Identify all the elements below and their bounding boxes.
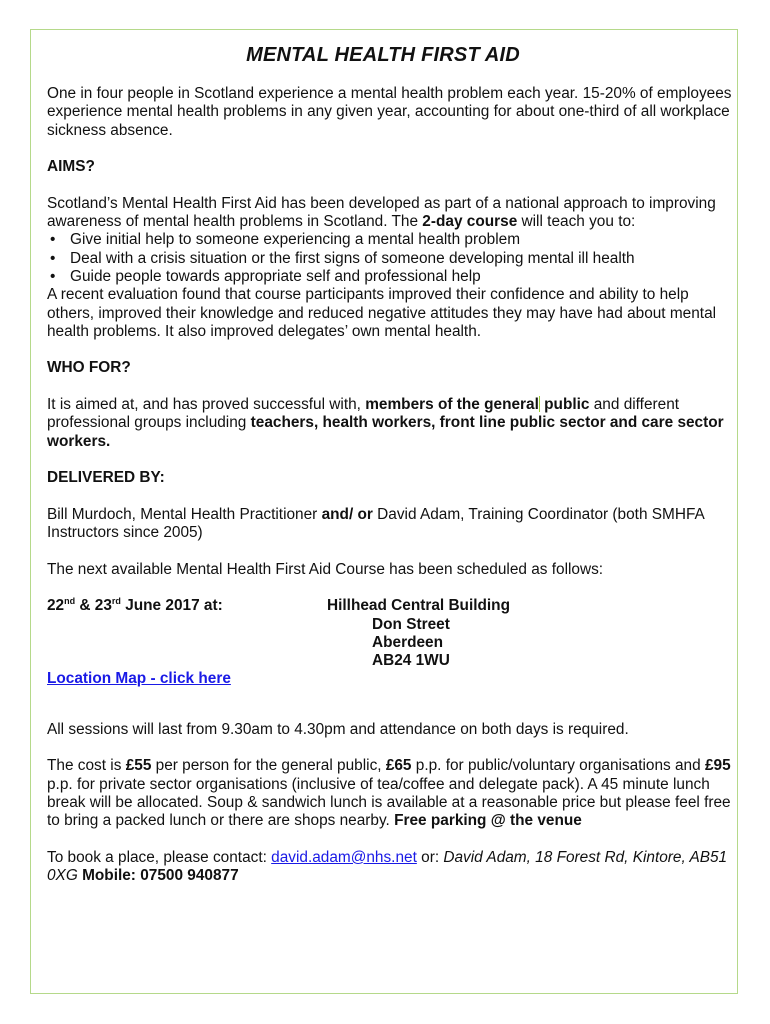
booking-text: To book a place, please contact: [47, 848, 272, 866]
aims-list [47, 231, 737, 286]
document-body [47, 42, 737, 885]
aims-text-end: will teach you to: [517, 213, 636, 231]
venue-street: Don Street [372, 615, 450, 633]
aims-text: Scotland’s Mental Health First Aid has been developed as part of a national approach to improving awareness of mental health problems in Scotland. The [47, 194, 716, 231]
contact-address: David Adam, 18 Forest Rd, Kintore, AB51 0XG [47, 848, 728, 884]
delivered-by-text-2: David Adam, Training Coordinator (both SMHFA Instructors since 2005) [47, 505, 704, 542]
price-public: £55 [125, 757, 152, 775]
course-date [47, 597, 223, 615]
venue-name: Hillhead Central Building [327, 597, 510, 615]
intro-paragraph: One in four people in Scotland experience a mental health problem each year. 15-20% of employees experience mental health problems in any given year, accounting for about one-third of all workplace sickness absence. [47, 85, 732, 139]
date-day1: 22 [47, 597, 65, 615]
price-private: £95 [704, 757, 731, 775]
evaluation-paragraph: A recent evaluation found that course participants improved their confidence and ability to help others, improved their knowledge and reduced negative attitudes they may have had about mental health problems. It also improved delegates’ own mental health. [47, 286, 717, 340]
parking-note: Free parking @ the venue [394, 812, 582, 830]
date-sup1: nd [64, 596, 76, 607]
bullet-icon: • [50, 231, 56, 249]
who-for-heading: WHO FOR? [47, 359, 131, 377]
venue-postcode: AB24 1WU [372, 652, 450, 670]
schedule-block [47, 597, 737, 670]
booking-or: or: [416, 848, 444, 866]
venue-city: Aberdeen [372, 633, 443, 651]
next-course-paragraph: The next available Mental Health First Aid Course has been scheduled as follows: [47, 560, 604, 578]
cost-text-3: p.p. for public/voluntary organisations and [411, 757, 705, 775]
cost-text: The cost is [47, 757, 126, 775]
audience-professionals: teachers, health workers, front line public sector and care sector workers. [47, 414, 724, 450]
bullet-icon: • [50, 249, 56, 267]
sessions-paragraph: All sessions will last from 9.30am to 4.30pm and attendance on both days is required. [47, 720, 629, 738]
cost-paragraph [47, 757, 737, 830]
bullet-icon: • [50, 267, 56, 285]
email-link[interactable]: david.adam@nhs.net [271, 848, 417, 866]
who-for-text: It is aimed at, and has proved successful with, [47, 396, 366, 414]
course-length: 2-day course [422, 213, 518, 231]
date-month: June 2017 at: [120, 597, 223, 615]
list-item [47, 268, 737, 286]
aims-heading: AIMS? [47, 158, 95, 176]
aims-paragraph [47, 195, 737, 232]
who-for-text-2: and different professional groups including [47, 396, 680, 432]
price-voluntary: £65 [385, 757, 412, 775]
date-day2: & 23 [75, 597, 112, 615]
booking-paragraph [47, 849, 737, 886]
list-item-text: Give initial help to someone experiencing a mental health problem [70, 231, 521, 249]
delivered-by-text: Bill Murdoch, Mental Health Practitioner [47, 505, 322, 523]
location-map-link[interactable]: Location Map - click here [47, 670, 231, 688]
list-item [47, 231, 737, 249]
cost-text-2: per person for the general public, [151, 757, 386, 775]
audience-public: public [539, 396, 590, 414]
contact-mobile: Mobile: 07500 940877 [77, 866, 239, 884]
who-for-paragraph [47, 396, 737, 451]
date-sup2: rd [111, 596, 121, 607]
and-or-text: and/ or [321, 505, 373, 523]
list-item [47, 250, 737, 268]
delivered-by-heading: DELIVERED BY: [47, 469, 165, 487]
delivered-by-paragraph [47, 506, 737, 543]
audience-general: members of the general [365, 396, 539, 414]
list-item-text: Deal with a crisis situation or the first signs of someone developing mental ill health [70, 249, 635, 267]
list-item-text: Guide people towards appropriate self and professional help [70, 267, 481, 285]
page-title: MENTAL HEALTH FIRST AID [246, 44, 520, 66]
cost-text-4: p.p. for private sector organisations (inclusive of tea/coffee and delegate pack). A 45 minute lunch break will be allocated. Soup & sandwich lunch is available at a reasonable price but please feel free to bring a packed lunch or there are shops nearby. [47, 775, 731, 830]
